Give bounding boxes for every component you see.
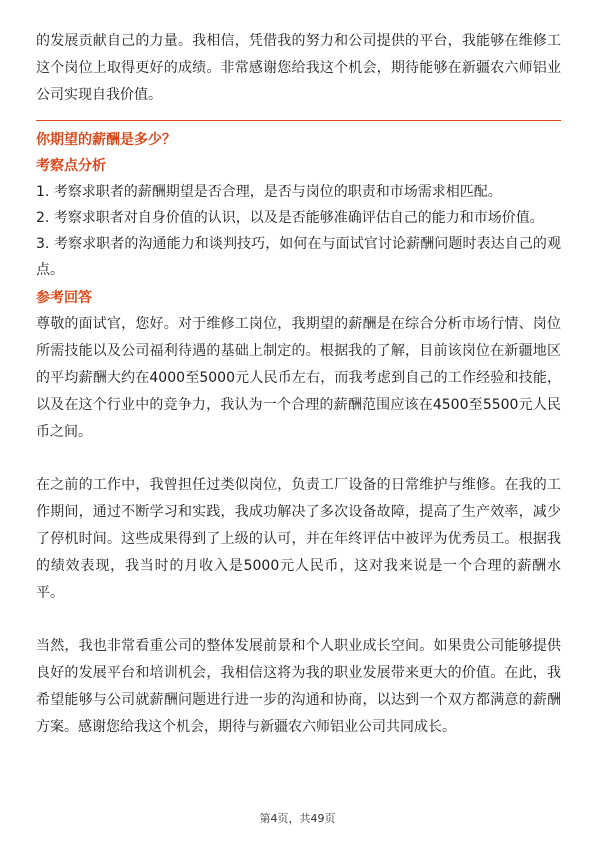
intro-paragraph: 的发展贡献自己的力量。我相信，凭借我的努力和公司提供的平台，我能够在维修工这个岗位上取得更好的成绩。非常感谢您给我这个机会，期待能够在新疆农六师铝业公司实现自我价值。 bbox=[36, 33, 561, 103]
document-page bbox=[36, 28, 561, 741]
section-divider bbox=[36, 120, 561, 121]
question-title: 你期望的薪酬是多少？ bbox=[36, 132, 176, 148]
paragraph-gap bbox=[36, 446, 561, 472]
analysis-heading: 考察点分析 bbox=[36, 158, 106, 174]
answer-paragraph-3: 当然，我也非常看重公司的整体发展前景和个人职业成长空间。如果贵公司能够提供良好的发展平台和培训机会，我相信这将为我的职业发展带来更大的价值。在此，我希望能够与公司就薪酬问题进行进一步的沟通和协商，以达到一个双方都满意的薪酬方案。感谢您给我这个机会，期待与新疆农六师铝业公司共同成长。 bbox=[36, 638, 561, 735]
page-footer: 第4页，共49页 bbox=[259, 812, 336, 825]
answer-heading: 参考回答 bbox=[36, 290, 92, 306]
answer-paragraph-2: 在之前的工作中，我曾担任过类似岗位，负责工厂设备的日常维护与维修。在我的工作期间，通过不断学习和实践，我成功解决了多次设备故障，提高了生产效率，减少了停机时间。这些成果得到了上级的认可，并在年终评估中被评为优秀员工。根据我的绩效表现，我当时的月收入是5000元人民币，这对我来说是一个合理的薪酬水平。 bbox=[36, 477, 561, 601]
answer-paragraph-1: 尊敬的面试官，您好。对于维修工岗位，我期望的薪酬是在综合分析市场行情、岗位所需技能以及公司福利待遇的基础上制定的。根据我的了解，目前该岗位在新疆地区的平均薪酬大约在4000至5000元人民币左右，而我考虑到自己的工作经验和技能，以及在这个行业中的竞争力，我认为一个合理的薪酬范围应该在4500至5500元人民币之间。 bbox=[36, 316, 561, 440]
paragraph-gap bbox=[36, 607, 561, 633]
analysis-item-3: 3. 考察求职者的沟通能力和谈判技巧，如何在与面试官讨论薪酬问题时表达自己的观点。 bbox=[36, 236, 561, 278]
analysis-item-1: 1. 考察求职者的薪酬期望是否合理，是否与岗位的职责和市场需求相匹配。 bbox=[36, 184, 502, 200]
analysis-item-2: 2. 考察求职者对自身价值的认识，以及是否能够准确评估自己的能力和市场价值。 bbox=[36, 210, 544, 226]
